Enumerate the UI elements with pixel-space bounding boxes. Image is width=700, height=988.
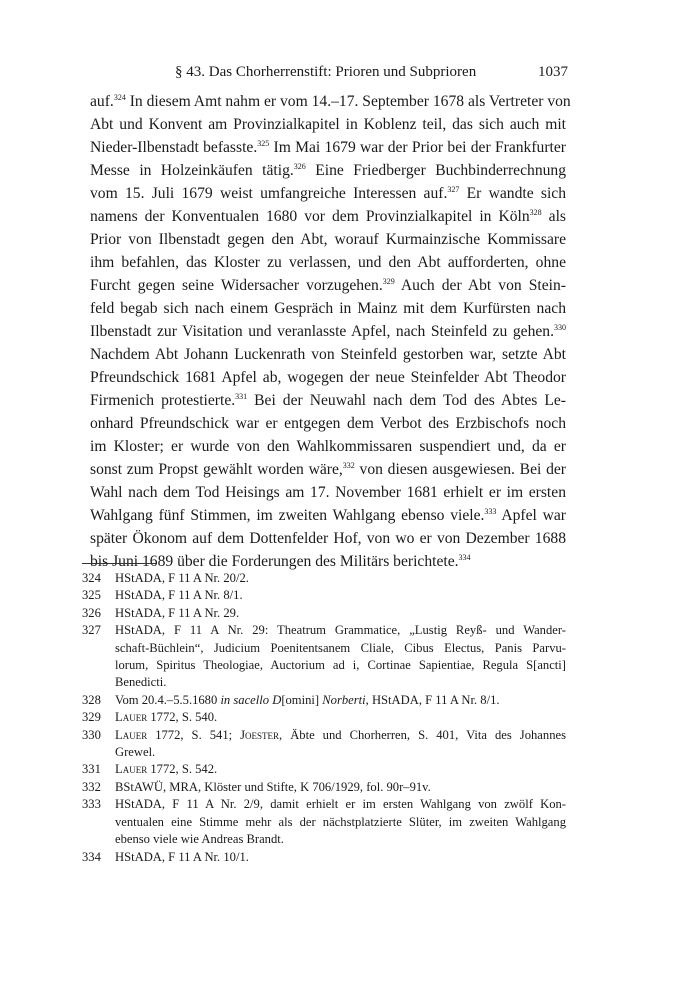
footnote-text: Lauer 1772, S. 542. [115, 762, 218, 777]
text-line: Messe in Holzeinkäufen tätig.$^{326}$ Eine Friedberger Buchbinderrechnung [90, 162, 567, 179]
footnote-number: 326 [82, 605, 101, 620]
footnote [82, 779, 566, 796]
text-line: Nieder-Ilbenstadt befasste.$^{325}$ Im Mai 1679 war der Prior bei der Frankfurter [90, 139, 566, 156]
footnote-ref[interactable]: 324 [113, 93, 126, 102]
text-line: Wahl nach dem Tod Heisings am 17. November 1681 erhielt er im ersten [90, 484, 566, 501]
text-line: Furcht gegen seine Widersacher vorzugehen.$^{329}$ Auch der Abt von Stein- [90, 277, 566, 294]
footnote [82, 709, 566, 726]
footnote-ref[interactable]: 330 [554, 323, 566, 332]
footnote-ref[interactable]: 333 [484, 507, 497, 516]
footnote-text: Lauer 1772, S. 540. [115, 710, 218, 725]
footnote [82, 605, 566, 622]
text-line: Abt und Konvent am Provinzialkapitel in Koblenz teil, das sich auch mit [90, 116, 566, 133]
footnote [82, 727, 566, 762]
text-line: feld begab sich nach einem Gespräch in Mainz mit dem Kurfürsten nach [90, 300, 566, 317]
text-line: auf.$^{324}$ In diesem Amt nahm er vom 14.–17. September 1678 als Vertreter von [90, 93, 571, 110]
footnote-number: 325 [82, 588, 101, 603]
footnote-ref[interactable]: 334 [458, 553, 471, 562]
footnote [82, 849, 566, 866]
footnote-text: Lauer 1772, S. 541; Joester, Äbte und Chorherren, S. 401, Vita des Johannes Grewel. [115, 727, 566, 760]
footnote-number: 332 [82, 779, 101, 794]
text-line: Pfreundschick 1681 Apfel ab, wogegen der neue Steinfelder Abt Theodor [90, 369, 566, 386]
running-title: § 43. Das Chorherrenstift: Prioren und Subprioren [175, 64, 477, 80]
footnote-text: HStADA, F 11 A Nr. 8/1. [115, 588, 243, 603]
text-line: onhard Pfreundschick war er entgegen dem Verbot des Erzbischofs noch [90, 415, 566, 432]
footnote-separator [82, 563, 156, 564]
footnote-number: 334 [82, 849, 101, 864]
footnote [82, 622, 566, 692]
text-line: Nachdem Abt Johann Luckenrath von Steinfeld gestorben war, setzte Abt [90, 346, 566, 363]
page-number: 1037 [538, 64, 568, 80]
main-text [90, 90, 571, 573]
footnote-text: HStADA, F 11 A Nr. 29: Theatrum Grammatice, „Lustig Reyß- und Wander- schaft-Büchlein“, Judicium Poenitentsanem Cliale, Cibus Electus, Panis Parvu- lorum, Spiritus Theologiae, Auctorium ad i, Cortinae Sapientiae, Regula S[ancti] Benedicti. [115, 623, 566, 690]
text-line: namens der Konventualen 1680 vor dem Provinzialkapitel in Köln$^{328}$ als [90, 208, 566, 225]
footnotes [82, 570, 566, 866]
footnote-ref[interactable]: 325 [257, 139, 270, 148]
footnote-number: 329 [82, 710, 101, 725]
footnote-number: 328 [82, 692, 101, 707]
footnote [82, 796, 566, 848]
text-line: Ilbenstadt zur Visitation und veranlasste Apfel, nach Steinfeld zu gehen.$^{330}$ [90, 323, 566, 340]
text-line: Prior von Ilbenstadt gegen den Abt, worauf Kurmainzische Kommissare [90, 231, 566, 248]
footnote-number: 331 [82, 762, 101, 777]
text-line: ihm befahlen, das Kloster zu verlassen, und den Abt aufforderten, ohne [90, 254, 566, 271]
footnote-number: 333 [82, 797, 101, 812]
footnote [82, 761, 566, 778]
text-line: im Kloster; er wurde von den Wahlkommissaren suspendiert und, da er [90, 438, 566, 455]
footnote-text: HStADA, F 11 A Nr. 29. [115, 605, 240, 620]
footnote-text: HStADA, F 11 A Nr. 20/2. [115, 571, 249, 585]
footnote-text: HStADA, F 11 A Nr. 2/9, damit erhielt er im ersten Wahlgang von zwölf Kon- ventualen eine Stimme mehr als der nächstplatzierte Slüter, im zweiten Wahlgang ebenso viele wie Andreas Brandt. [115, 797, 566, 847]
footnote-number: 327 [82, 623, 101, 638]
footnote-ref[interactable]: 327 [447, 185, 460, 194]
footnote-text: HStADA, F 11 A Nr. 10/1. [115, 849, 249, 864]
text-line: Firmenich protestierte.$^{331}$ Bei der Neuwahl nach dem Tod des Abtes Le- [90, 392, 566, 409]
footnote-ref[interactable]: 329 [382, 277, 395, 286]
footnote-number: 324 [82, 571, 101, 585]
footnote [82, 570, 566, 587]
footnote-ref[interactable]: 328 [529, 208, 542, 217]
footnote [82, 692, 566, 709]
text-line: später Ökonom auf dem Dottenfelder Hof, von wo er von Dezember 1688 [90, 530, 566, 547]
footnote-text: BStAWÜ, MRA, Klöster und Stifte, K 706/1929, fol. 90r–91v. [115, 779, 431, 794]
footnote [82, 587, 566, 604]
text-line: sonst zum Propst gewählt worden wäre,$^{332}$ von diesen ausgewiesen. Bei der [90, 461, 566, 478]
footnote-ref[interactable]: 326 [293, 162, 306, 171]
text-line: vom 15. Juli 1679 weist umfangreiche Interessen auf.$^{327}$ Er wandte sich [90, 185, 567, 202]
footnote-ref[interactable]: 331 [235, 392, 248, 401]
footnote-number: 330 [82, 727, 101, 742]
text-line: bis Juni 1689 über die Forderungen des Militärs berichtete.$^{334}$ [90, 553, 471, 570]
footnote-text: Vom 20.4.–5.5.1680 in sacello D[omini] Norberti, HStADA, F 11 A Nr. 8/1. [115, 692, 500, 707]
footnote-ref[interactable]: 332 [342, 461, 355, 470]
text-line: Wahlgang fünf Stimmen, im zweiten Wahlgang ebenso viele.$^{333}$ Apfel war [90, 507, 566, 524]
